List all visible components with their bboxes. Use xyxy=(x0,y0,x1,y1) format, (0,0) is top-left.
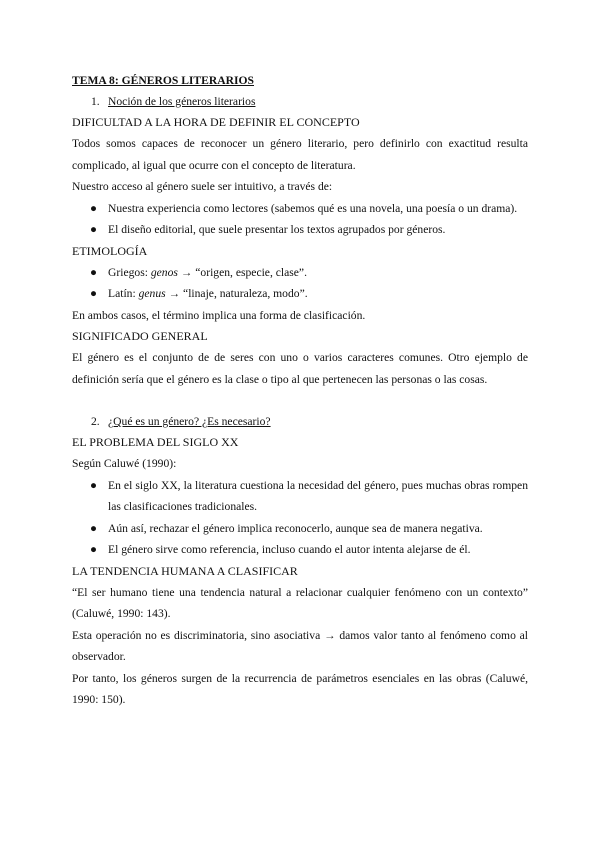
list-item xyxy=(72,518,528,540)
section-title: ¿Qué es un género? ¿Es necesario? xyxy=(108,415,271,428)
list-item-text: El género sirve como referencia, incluso cuando el autor intenta alejarse de él. xyxy=(108,543,471,556)
bullet-icon: ● xyxy=(90,521,98,535)
list-item xyxy=(72,198,528,220)
bullet-icon: ● xyxy=(90,287,98,300)
section-2-heading xyxy=(72,411,528,432)
list-item-text: Aún así, rechazar el género implica reconocerlo, aunque sea de manera negativa. xyxy=(108,521,483,535)
bullet-list xyxy=(72,198,528,241)
list-item-text: Nuestra experiencia como lectores (sabemos qué es una novela, una poesía o un drama). xyxy=(108,201,518,215)
subheading-tendencia: LA TENDENCIA HUMANA A CLASIFICAR xyxy=(72,563,298,578)
bullet-list xyxy=(72,262,528,305)
subheading-problema: EL PROBLEMA DEL SIGLO XX xyxy=(72,435,239,449)
paragraph: Esta operación no es discriminatoria, sino asociativa → damos valor tanto al fenómeno como al observador. xyxy=(72,628,528,663)
section-number: 2. xyxy=(91,415,100,428)
subheading-etimologia: ETIMOLOGÍA xyxy=(72,243,148,258)
list-item xyxy=(72,283,528,305)
paragraph: Por tanto, los géneros surgen de la recurrencia de parámetros esenciales en las obras (Caluwé, 1990: 150). xyxy=(72,671,528,706)
list-item-text: En el siglo XX, la literatura cuestiona la necesidad del género, pues muchas obras rompen las clasificaciones tradicionales. xyxy=(108,478,528,513)
paragraph: “El ser humano tiene una tendencia natural a relacionar cualquier fenómeno con un contexto” (Caluwé, 1990: 143). xyxy=(72,585,528,620)
paragraph: Todos somos capaces de reconocer un género literario, pero definirlo con exactitud resulta complicado, al igual que ocurre con el concepto de literatura. xyxy=(72,137,528,172)
paragraph: Según Caluwé (1990): xyxy=(72,457,177,470)
bullet-icon: ● xyxy=(90,223,98,236)
list-item xyxy=(72,262,528,284)
etym-word: genus xyxy=(138,287,166,300)
bullet-icon: ● xyxy=(90,265,98,279)
list-item xyxy=(72,475,528,518)
list-item-text: El diseño editorial, que suele presentar los textos agrupados por géneros. xyxy=(108,223,446,236)
bullet-icon: ● xyxy=(90,478,98,492)
etym-prefix: Latín: xyxy=(108,287,139,300)
document-title: TEMA 8: GÉNEROS LITERARIOS xyxy=(72,74,254,87)
paragraph: En ambos casos, el término implica una forma de clasificación. xyxy=(72,308,366,322)
etym-rest: → “linaje, naturaleza, modo”. xyxy=(165,287,308,300)
list-item xyxy=(72,539,528,561)
etym-prefix: Griegos: xyxy=(108,265,151,279)
etym-rest: → “origen, especie, clase”. xyxy=(177,265,307,279)
section-number: 1. xyxy=(91,95,100,108)
bullet-list xyxy=(72,475,528,561)
document-body xyxy=(72,70,528,711)
bullet-icon: ● xyxy=(90,543,98,556)
section-title: Noción de los géneros literarios xyxy=(108,95,256,108)
subheading-significado: SIGNIFICADO GENERAL xyxy=(72,329,208,343)
bullet-icon: ● xyxy=(90,201,98,215)
paragraph: Nuestro acceso al género suele ser intuitivo, a través de: xyxy=(72,180,333,193)
subheading-dificultad: DIFICULTAD A LA HORA DE DEFINIR EL CONCEPTO xyxy=(72,115,360,129)
etym-word: genos xyxy=(150,265,178,279)
section-1-heading xyxy=(72,91,528,112)
spacer xyxy=(72,390,528,411)
paragraph: El género es el conjunto de de seres con uno o varios caracteres comunes. Otro ejemplo de definición sería que el género es la clase o tipo al que pertenecen las personas o las cosas. xyxy=(72,351,528,386)
list-item xyxy=(72,219,528,241)
